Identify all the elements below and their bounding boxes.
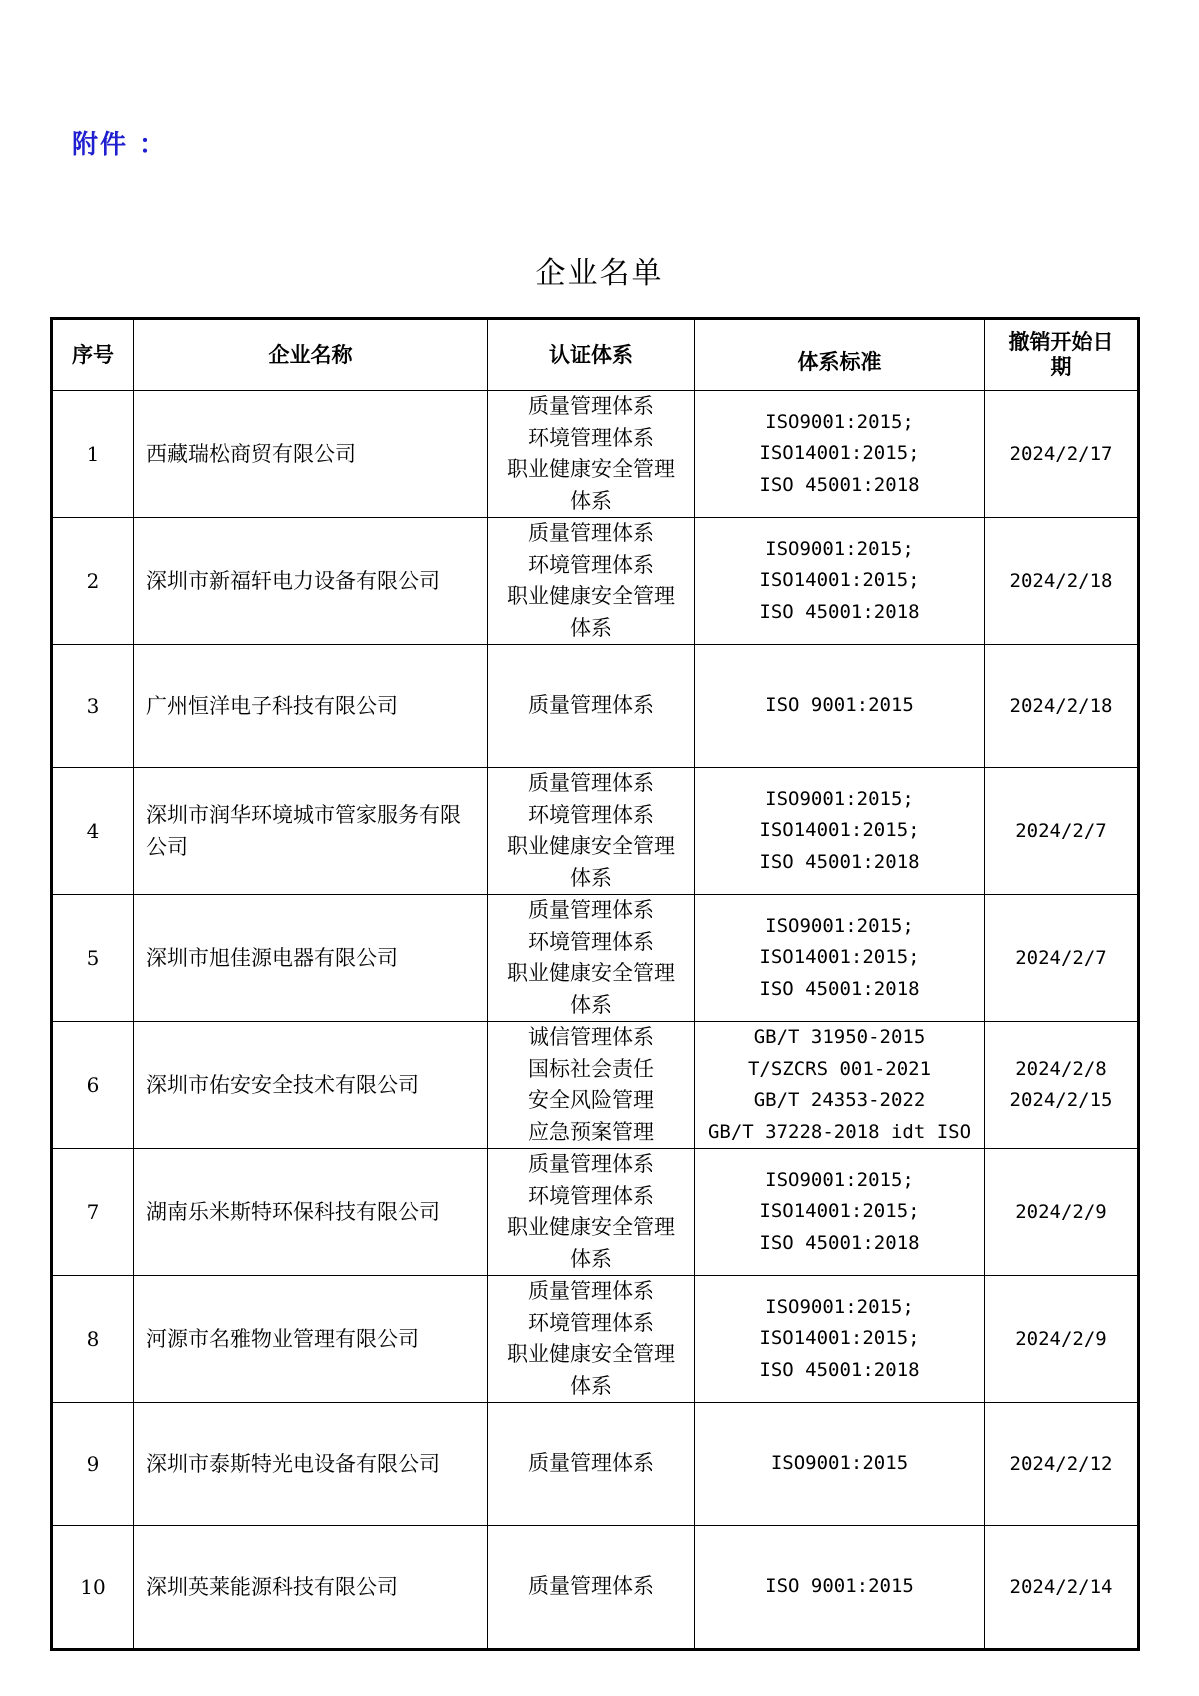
standard-line: ISO9001:2015;	[765, 914, 914, 937]
system-line: 职业健康安全管理	[507, 834, 675, 858]
table-row	[52, 1022, 1139, 1149]
row-number: 3	[52, 645, 134, 768]
system-line: 质量管理体系	[528, 394, 654, 418]
system-line: 环境管理体系	[528, 802, 654, 827]
system-line: 体系	[570, 488, 612, 513]
date-line: 2024/2/7	[1015, 946, 1107, 969]
standard-line: ISO 45001:2018	[759, 600, 920, 623]
standard-line: GB/T 31950-2015	[753, 1026, 926, 1048]
company-name: 湖南乐米斯特环保科技有限公司	[134, 1149, 488, 1276]
system-standard	[695, 768, 985, 895]
standard-line: ISO 45001:2018	[759, 1231, 920, 1254]
standard-line: ISO14001:2015;	[759, 569, 920, 592]
system-line: 质量管理体系	[528, 521, 654, 545]
certification-system	[488, 1022, 695, 1149]
row-number: 7	[52, 1149, 134, 1276]
system-line: 安全风险管理	[528, 1088, 654, 1112]
row-number: 6	[52, 1022, 134, 1149]
system-line: 环境管理体系	[528, 1310, 654, 1335]
company-name: 深圳市旭佳源电器有限公司	[134, 895, 488, 1022]
system-line: 质量管理体系	[528, 1152, 654, 1176]
revoke-date	[985, 1276, 1139, 1403]
table-row	[52, 1149, 1139, 1276]
company-name: 深圳市泰斯特光电设备有限公司	[134, 1403, 488, 1526]
system-line: 职业健康安全管理	[507, 961, 675, 985]
table-body	[52, 391, 1139, 1650]
system-line: 应急预案管理	[528, 1119, 654, 1144]
system-line: 体系	[570, 865, 612, 890]
date-line: 2024/2/15	[1009, 1089, 1113, 1111]
system-standard	[695, 1149, 985, 1276]
system-line: 职业健康安全管理	[507, 1342, 675, 1366]
revoke-date	[985, 768, 1139, 895]
date-line: 2024/2/9	[1015, 1327, 1107, 1350]
system-line: 诚信管理体系	[528, 1025, 654, 1049]
certification-system	[488, 645, 695, 768]
certification-system	[488, 1149, 695, 1276]
page-title: 企业名单	[535, 256, 664, 291]
table-row	[52, 1403, 1139, 1526]
system-line: 质量管理体系	[528, 1451, 654, 1476]
table-row	[52, 1526, 1139, 1650]
header-standard: 体系标准	[695, 319, 985, 391]
system-standard	[695, 1022, 985, 1149]
revoke-date	[985, 645, 1139, 768]
table-row	[52, 645, 1139, 768]
header-no: 序号	[52, 319, 134, 391]
system-line: 质量管理体系	[528, 1574, 654, 1599]
system-line: 质量管理体系	[528, 771, 654, 795]
standard-line: ISO 9001:2015	[765, 694, 914, 717]
standard-line: ISO 45001:2018	[759, 473, 920, 496]
standard-line: ISO14001:2015;	[759, 442, 920, 465]
header-date-line2: 期	[1050, 355, 1072, 379]
system-standard	[695, 1276, 985, 1403]
standard-line: GB/T 24353-2022	[753, 1089, 926, 1111]
certification-system	[488, 1403, 695, 1526]
system-line: 体系	[570, 1373, 612, 1398]
row-number: 10	[52, 1526, 134, 1650]
row-number: 2	[52, 518, 134, 645]
system-standard	[695, 391, 985, 518]
system-line: 环境管理体系	[528, 425, 654, 450]
system-line: 质量管理体系	[528, 1279, 654, 1303]
standard-line: T/SZCRS 001-2021	[747, 1057, 932, 1080]
revoke-date	[985, 895, 1139, 1022]
system-line: 质量管理体系	[528, 693, 654, 718]
system-line: 环境管理体系	[528, 929, 654, 954]
standard-line: ISO14001:2015;	[759, 1200, 920, 1223]
standard-line: ISO 9001:2015	[765, 1575, 914, 1598]
revoke-date	[985, 1526, 1139, 1650]
date-line: 2024/2/18	[1009, 694, 1113, 717]
header-date-line1: 撤销开始日	[1008, 330, 1114, 354]
revoke-date	[985, 1403, 1139, 1526]
date-line: 2024/2/17	[1009, 442, 1113, 465]
company-table	[50, 317, 1140, 1651]
table-row	[52, 1276, 1139, 1403]
standard-line: ISO9001:2015;	[765, 1295, 914, 1318]
table-row	[52, 895, 1139, 1022]
standard-line: GB/T 37228-2018 idt ISO	[707, 1120, 972, 1143]
standard-line: ISO14001:2015;	[759, 946, 920, 969]
certification-system	[488, 768, 695, 895]
standard-line: ISO9001:2015;	[765, 787, 914, 810]
date-line: 2024/2/18	[1009, 569, 1113, 592]
system-standard	[695, 1403, 985, 1526]
table-row	[52, 391, 1139, 518]
system-standard	[695, 645, 985, 768]
company-name: 深圳市润华环境城市管家服务有限公司	[134, 768, 488, 895]
system-line: 体系	[570, 992, 612, 1017]
system-line: 体系	[570, 615, 612, 640]
certification-system	[488, 1526, 695, 1650]
row-number: 8	[52, 1276, 134, 1403]
certification-system	[488, 1276, 695, 1403]
header-company: 企业名称	[134, 319, 488, 391]
date-line: 2024/2/7	[1015, 819, 1107, 842]
system-line: 体系	[570, 1246, 612, 1271]
revoke-date	[985, 1149, 1139, 1276]
standard-line: ISO9001:2015;	[765, 1168, 914, 1191]
system-line: 国标社会责任	[528, 1056, 654, 1081]
attachment-label: 附件 ：	[72, 130, 168, 160]
row-number: 9	[52, 1403, 134, 1526]
company-name: 西藏瑞松商贸有限公司	[134, 391, 488, 518]
certification-system	[488, 518, 695, 645]
system-line: 质量管理体系	[528, 898, 654, 922]
standard-line: ISO9001:2015	[770, 1452, 909, 1475]
standard-line: ISO9001:2015;	[765, 410, 914, 433]
system-line: 环境管理体系	[528, 1183, 654, 1208]
certification-system	[488, 895, 695, 1022]
revoke-date	[985, 1022, 1139, 1149]
standard-line: ISO 45001:2018	[759, 1358, 920, 1381]
table-header	[52, 319, 1139, 391]
row-number: 4	[52, 768, 134, 895]
standard-line: ISO 45001:2018	[759, 850, 920, 873]
header-row	[52, 319, 1139, 391]
standard-line: ISO14001:2015;	[759, 819, 920, 842]
company-name: 深圳英莱能源科技有限公司	[134, 1526, 488, 1650]
header-revoke-date	[985, 319, 1139, 391]
date-line: 2024/2/9	[1015, 1200, 1107, 1223]
company-name: 深圳市佑安安全技术有限公司	[134, 1022, 488, 1149]
date-line: 2024/2/14	[1009, 1575, 1113, 1598]
revoke-date	[985, 391, 1139, 518]
company-name: 广州恒洋电子科技有限公司	[134, 645, 488, 768]
system-line: 环境管理体系	[528, 552, 654, 577]
standard-line: ISO 45001:2018	[759, 977, 920, 1000]
system-line: 职业健康安全管理	[507, 457, 675, 481]
standard-line: ISO14001:2015;	[759, 1327, 920, 1350]
table-row	[52, 768, 1139, 895]
date-line: 2024/2/8	[1015, 1058, 1107, 1080]
system-line: 职业健康安全管理	[507, 1215, 675, 1239]
certification-system	[488, 391, 695, 518]
system-standard	[695, 518, 985, 645]
company-name: 河源市名雅物业管理有限公司	[134, 1276, 488, 1403]
header-system: 认证体系	[488, 319, 695, 391]
revoke-date	[985, 518, 1139, 645]
system-standard	[695, 895, 985, 1022]
row-number: 5	[52, 895, 134, 1022]
table-row	[52, 518, 1139, 645]
standard-line: ISO9001:2015;	[765, 537, 914, 560]
system-standard	[695, 1526, 985, 1650]
company-name: 深圳市新福轩电力设备有限公司	[134, 518, 488, 645]
date-line: 2024/2/12	[1009, 1452, 1113, 1475]
row-number: 1	[52, 391, 134, 518]
system-line: 职业健康安全管理	[507, 584, 675, 608]
